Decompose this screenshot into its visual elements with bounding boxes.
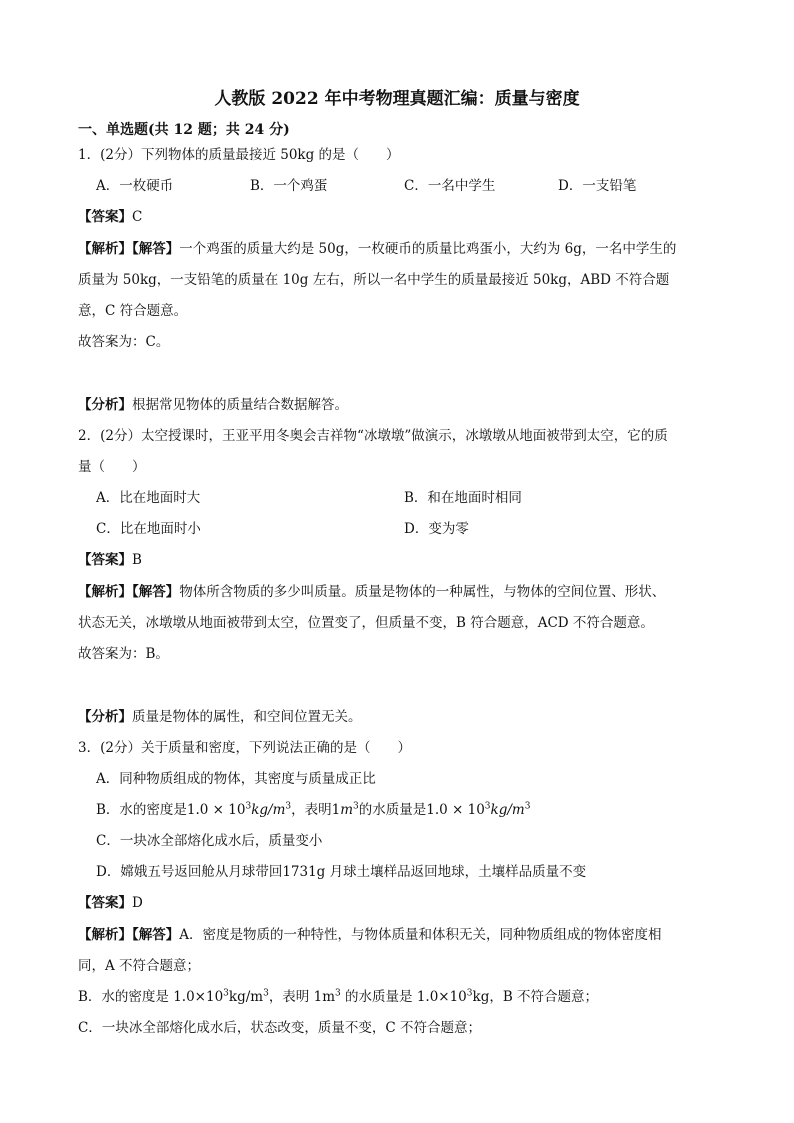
q1-option-d: D．一支铅笔 [558, 178, 637, 194]
q1-answer [78, 208, 142, 226]
analysis-tag: 【解析】 [78, 927, 132, 943]
q2-option-c: C．比在地面时小 [96, 521, 201, 537]
q2-conclusion: 故答案为：B。 [78, 646, 169, 662]
q1-explain-line-3: 意，C 符合题意。 [78, 303, 188, 319]
superscript: 3 [263, 988, 269, 999]
superscript: 3 [223, 988, 229, 999]
explain-text: ，表明 1m [268, 989, 335, 1005]
q3-answer [78, 894, 143, 912]
q2-stem-line-1: 2．(2分）太空授课时，王亚平用冬奥会吉祥物“冰墩墩”做演示，冰墩墩从地面被带到太空，它的质 [78, 428, 668, 444]
q3-option-c: C．一块冰全部熔化成水后，质量变小 [96, 833, 323, 849]
q3-option-a: A．同种物质组成的物体，其密度与质量成正比 [96, 771, 376, 787]
superscript: 3 [285, 801, 292, 812]
explain-text: kg，B 不符合题意； [472, 989, 599, 1005]
explain-tag: 【解答】 [132, 927, 180, 943]
q3-option-d: D．嫦娥五号返回舱从月球带回1731g 月球土壤样品返回地球，土壤样品质量不变 [96, 864, 587, 880]
q1-explain-line-1 [78, 240, 676, 258]
page-title: 人教版 2022 年中考物理真题汇编：质量与密度 [214, 89, 580, 109]
q3-explain-line-4: C．一块冰全部熔化成水后，状态改变，质量不变，C 不符合题意； [78, 1020, 481, 1036]
q2-option-a: A．比在地面时大 [96, 490, 201, 506]
q2-explain-line-2: 状态无关，冰墩墩从地面被带到太空，位置变了，但质量不变，B 符合题意，ACD 不符合题意。 [78, 615, 654, 631]
explain-text: 物体所含物质的多少叫质量。质量是物体的一种属性，与物体的空间位置、形状、 [179, 584, 666, 600]
q1-option-c: C．一名中学生 [404, 178, 496, 194]
unit: kg/m [251, 802, 286, 818]
unit: m [340, 802, 354, 818]
answer-tag: 【答案】 [78, 552, 132, 568]
answer-tag: 【答案】 [78, 209, 132, 225]
q3-option-b-text-1: B．水的密度是1.0 × 10 [96, 802, 246, 818]
q2-stem-line-2: 量（ ） [78, 459, 146, 475]
q3-explain-line-2: 同，A 不符合题意； [78, 958, 201, 974]
q3-option-b-text-2: ，表明1 [291, 802, 341, 818]
q1-fenxi [78, 396, 348, 414]
section-heading: 一、单选题(共 12 题；共 24 分) [78, 122, 290, 138]
fenxi-tag: 【分析】 [78, 709, 132, 725]
q1-option-b: B．一个鸡蛋 [250, 178, 328, 194]
q3-explain-line-3 [78, 988, 598, 1006]
q1-option-a: A．一枚硬币 [96, 178, 174, 194]
answer-value: B [132, 552, 142, 568]
unit: kg/m [490, 802, 525, 818]
q2-fenxi [78, 708, 362, 726]
q3-option-b [96, 801, 530, 819]
explain-text: 的水质量是 1.0×10 [340, 989, 467, 1005]
answer-tag: 【答案】 [78, 895, 132, 911]
q2-explain-line-1 [78, 583, 665, 601]
q2-option-d: D．变为零 [404, 521, 469, 537]
explain-text: B．水的密度是 1.0×10 [78, 989, 224, 1005]
q1-conclusion: 故答案为：C。 [78, 334, 170, 350]
answer-value: C [132, 209, 143, 225]
q2-answer [78, 551, 142, 569]
explain-text: A．密度是物质的一种特性，与物体质量和体积无关，同种物质组成的物体密度相 [179, 927, 662, 943]
q3-explain-line-1 [78, 926, 662, 944]
analysis-tag: 【解析】 [78, 584, 132, 600]
superscript: 3 [245, 801, 252, 812]
superscript: 3 [353, 801, 359, 812]
superscript: 3 [466, 988, 473, 999]
analysis-tag: 【解析】 [78, 241, 132, 257]
unit: kg/m [228, 989, 264, 1005]
superscript: 3 [335, 988, 341, 999]
fenxi-tag: 【分析】 [78, 397, 132, 413]
explain-tag: 【解答】 [132, 584, 180, 600]
explain-tag: 【解答】 [132, 241, 180, 257]
answer-value: D [132, 895, 143, 911]
fenxi-text: 根据常见物体的质量结合数据解答。 [132, 397, 348, 413]
q3-stem: 3．(2分）关于质量和密度，下列说法正确的是（ ） [78, 740, 411, 756]
q1-stem: 1．(2分）下列物体的质量最接近 50kg 的是（ ） [78, 147, 400, 163]
fenxi-text: 质量是物体的属性，和空间位置无关。 [132, 709, 362, 725]
q3-option-b-text-3: 的水质量是1.0 × 10 [358, 802, 485, 818]
q2-option-b: B．和在地面时相同 [404, 490, 522, 506]
superscript: 3 [484, 801, 491, 812]
explain-text: 一个鸡蛋的质量大约是 50g，一枚硬币的质量比鸡蛋小，大约为 6g，一名中学生的 [179, 241, 677, 257]
q1-explain-line-2: 质量为 50kg，一支铅笔的质量在 10g 左右，所以一名中学生的质量最接近 50kg，ABD 不符合题 [78, 272, 670, 288]
superscript: 3 [524, 801, 531, 812]
